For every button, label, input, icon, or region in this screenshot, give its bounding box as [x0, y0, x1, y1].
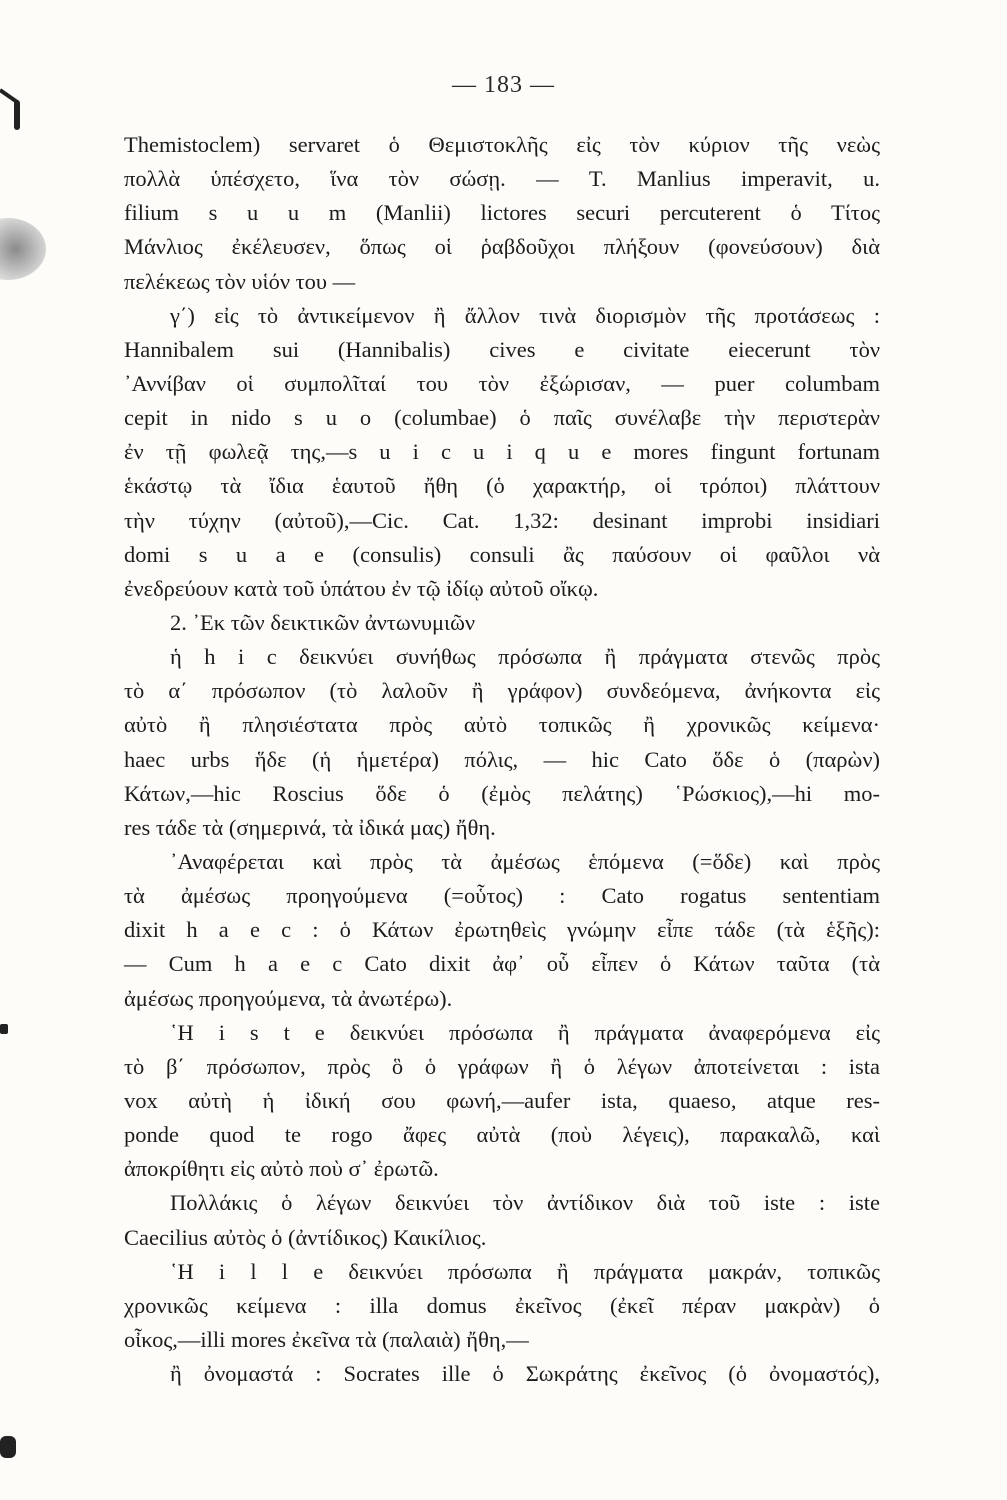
text-line: χρονικῶς κείμενα : illa domus ἐκεῖνος (ἐκεῖ πέραν μακρὰν) ὁ: [124, 1292, 880, 1318]
text-line: Hannibalem sui (Hannibalis) cives e civitate eiecerunt τὸν: [124, 336, 880, 362]
text-line: ponde quod te rogo ἄφες αὐτὰ (ποὺ λέγεις), παρακαλῶ, καὶ: [124, 1122, 880, 1148]
page-number: — 183 —: [452, 72, 555, 98]
text-line: οἶκος,—illi mores ἐκεῖνα τὰ (παλαιὰ) ἤθη,—: [124, 1326, 529, 1352]
text-line: — Cum h a e c Cato dixit ἀφ᾿ οὗ εἶπεν ὁ Κάτων ταῦτα (τὰ: [124, 951, 880, 977]
body-text: [124, 128, 880, 1391]
text-line: filium s u u m (Manlii) lictores securi percuterent ὁ Τίτος: [124, 200, 880, 226]
text-line: πελέκεως τὸν υἱόν του —: [124, 268, 356, 294]
text-line: πολλὰ ὑπέσχετο, ἵνα τὸν σώσῃ. — T. Manlius imperavit, u.: [124, 166, 880, 192]
text-line: haec urbs ἥδε (ἡ ἡμετέρα) πόλις, — hic Cato ὅδε ὁ (παρὼν): [124, 746, 880, 772]
punch-hole: [0, 218, 46, 280]
text-line: ἑκάστῳ τὰ ἴδια ἑαυτοῦ ἤθη (ὁ χαρακτήρ, οἱ τρόποι) πλάττουν: [124, 473, 880, 499]
text-line: Caecilius αὐτὸς ὁ (ἀντίδικος) Καικίλιος.: [124, 1224, 487, 1250]
text-line: domi s u a e (consulis) consuli ἂς παύσουν οἱ φαῦλοι νὰ: [124, 541, 880, 567]
text-line: ᾿Αννίβαν οἱ συμπολῖταί του τὸν ἐξώρισαν, — puer columbam: [124, 370, 880, 396]
binding-mark-middle: [0, 1024, 8, 1034]
text-line: dixit h a e c : ὁ Κάτων ἐρωτηθεὶς γνώμην εἶπε τάδε (τὰ ἑξῆς):: [124, 917, 880, 943]
text-line: ἀποκρίθητι εἰς αὐτὸ ποὺ σ᾿ ἐρωτῶ.: [124, 1156, 439, 1182]
text-line: τὸ β΄ πρόσωπον, πρὸς ὃ ὁ γράφων ἢ ὁ λέγων ἀποτείνεται : ista: [124, 1053, 880, 1079]
text-line: res τάδε τὰ (σημερινά, τὰ ἰδικά μας) ἤθη.: [124, 814, 496, 840]
text-line: ἡ h i c δεικνύει συνήθως πρόσωπα ἢ πράγματα στενῶς πρὸς: [170, 644, 880, 670]
binding-mark-top-tail: [14, 100, 20, 130]
text-line: γ΄) εἰς τὸ ἀντικείμενον ἢ ἄλλον τινὰ διορισμὸν τῆς προτάσεως :: [170, 302, 880, 328]
text-line: ἀμέσως προηγούμενα, τὰ ἀνωτέρω).: [124, 985, 453, 1011]
text-line: vox αὐτὴ ἡ ἰδική σου φωνή,—aufer ista, quaeso, atque res-: [124, 1087, 880, 1113]
text-line: Πολλάκις ὁ λέγων δεικνύει τὸν ἀντίδικον διὰ τοῦ iste : iste: [170, 1190, 880, 1216]
text-line: Themistoclem) servaret ὁ Θεμιστοκλῆς εἰς τὸν κύριον τῆς νεὼς: [124, 132, 880, 157]
text-line: τὴν τύχην (αὐτοῦ),—Cic. Cat. 1,32: desinant improbi insidiari: [124, 507, 880, 533]
text-line: τὸ α΄ πρόσωπον (τὸ λαλοῦν ἢ γράφον) συνδεόμενα, ἀνήκοντα εἰς: [124, 678, 880, 704]
text-line: ἐν τῇ φωλεᾷ της,—s u i c u i q u e mores fingunt fortunam: [124, 439, 880, 465]
text-line: Μάνλιος ἐκέλευσεν, ὅπως οἱ ῥαβδοῦχοι πλήξουν (φονεύσουν) διὰ: [124, 234, 880, 260]
text-line: ἢ ὀνομαστά : Socrates ille ὁ Σωκράτης ἐκεῖνος (ὁ ὀνομαστός),: [170, 1361, 880, 1387]
text-line: αὐτὸ ἢ πλησιέστατα πρὸς αὐτὸ τοπικῶς ἢ χρονικῶς κείμενα·: [124, 712, 880, 738]
section-heading: 2. ᾿Εκ τῶν δεικτικῶν ἀντωνυμιῶν: [170, 609, 476, 635]
text-line: ῾Η i s t e δεικνύει πρόσωπα ἢ πράγματα ἀναφερόμενα εἰς: [170, 1019, 880, 1045]
text-line: Κάτων,—hic Roscius ὅδε ὁ (ἐμὸς πελάτης) ῾Ρώσκιος),—hi mo-: [124, 780, 880, 806]
text-line: ἐνεδρεύουν κατὰ τοῦ ὑπάτου ἐν τῷ ἰδίῳ αὐτοῦ οἴκῳ.: [124, 575, 599, 601]
text-line: ᾿Αναφέρεται καὶ πρὸς τὰ ἀμέσως ἑπόμενα (=ὅδε) καὶ πρὸς: [170, 848, 880, 874]
binding-mark-bottom: [0, 1436, 16, 1458]
text-line: ῾Η i l l e δεικνύει πρόσωπα ἢ πράγματα μακράν, τοπικῶς: [170, 1258, 880, 1284]
text-line: cepit in nido s u o (columbae) ὁ παῖς συνέλαβε τὴν περιστερὰν: [124, 405, 880, 431]
text-line: τὰ ἀμέσως προηγούμενα (=οὗτος) : Cato rogatus sententiam: [124, 883, 880, 909]
